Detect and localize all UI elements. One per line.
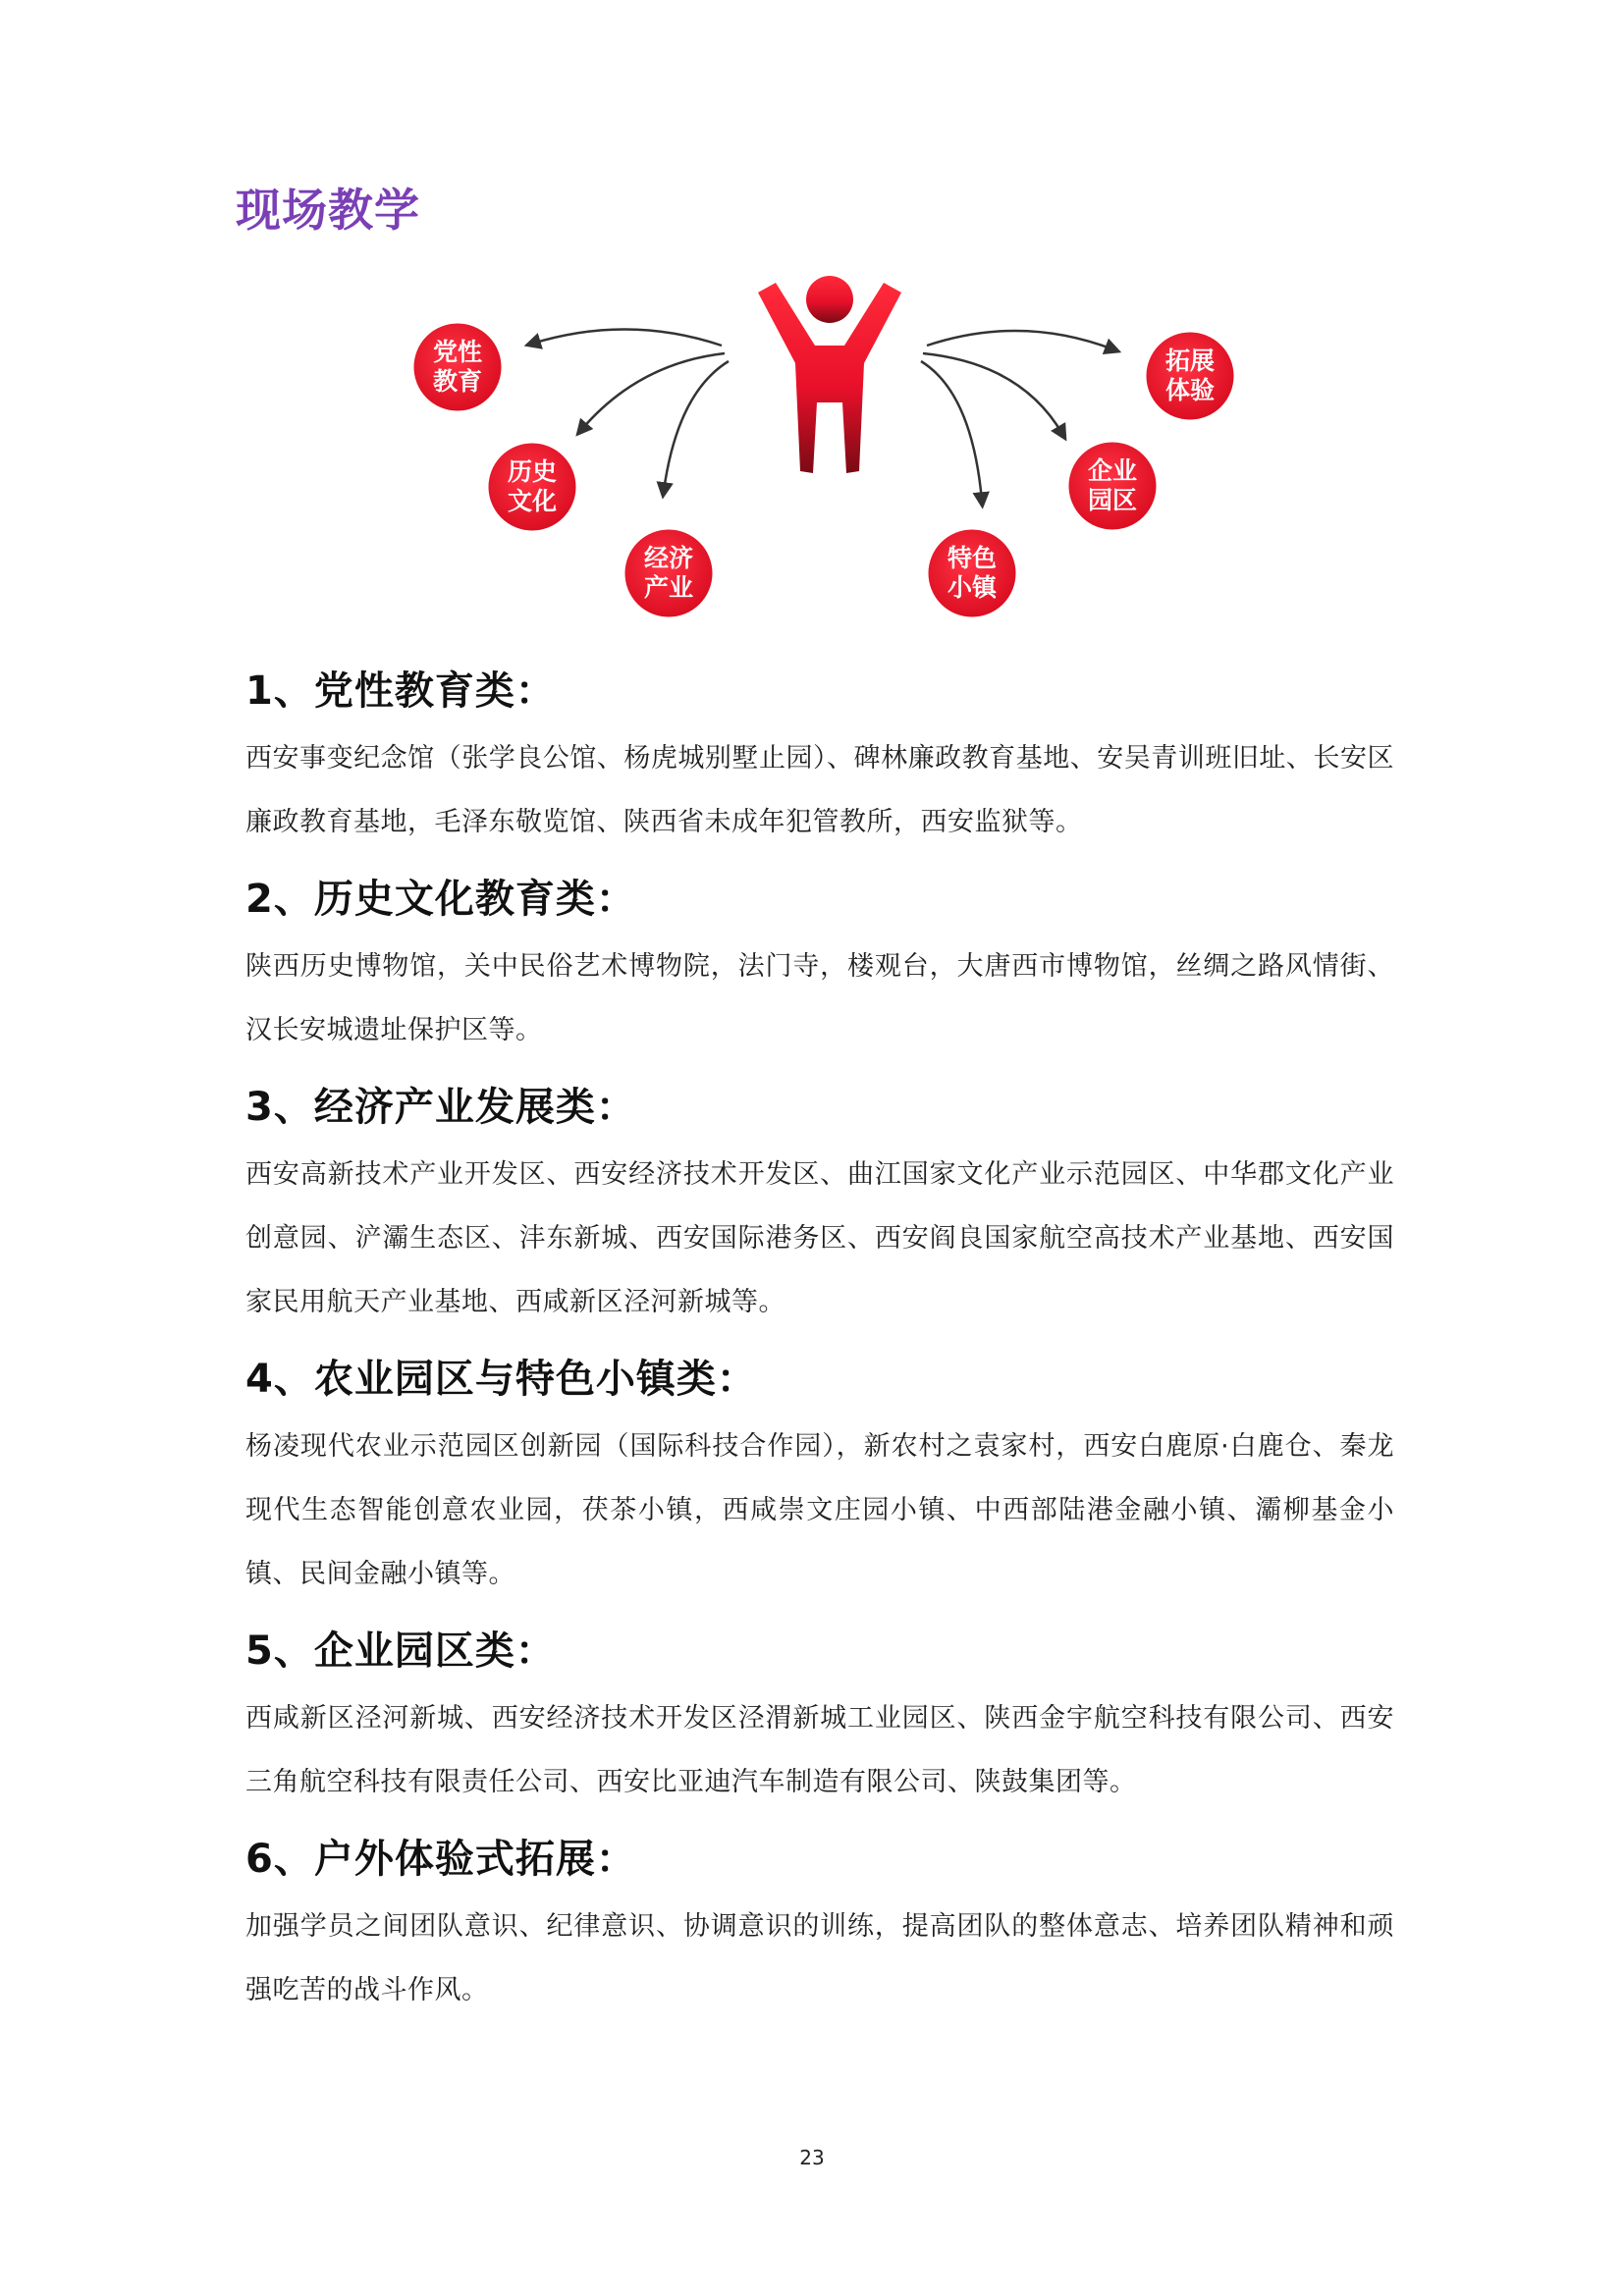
circle-town [927, 528, 1017, 618]
circle-party-line2: 教育 [432, 367, 483, 396]
circle-outdoor [1145, 331, 1235, 421]
arrow-to-party [532, 329, 722, 346]
section-body: 西安高新技术产业开发区、西安经济技术开发区、曲江国家文化产业示范园区、中华郡文化产业创意园、浐灞生态区、沣东新城、西安国际港务区、西安阎良国家航空高技术产业基地、西安国家民用航天产业基地、西咸新区泾河新城等。 [245, 1159, 1394, 1317]
circle-outdoor-line1: 拓展 [1164, 347, 1216, 375]
person-figure-icon [758, 276, 901, 473]
circle-history [487, 442, 577, 532]
circle-park [1067, 441, 1158, 531]
section-outdoor-training [245, 1828, 1394, 2022]
section-heading: 3、经济产业发展类： [245, 1085, 636, 1130]
arrow-to-park [923, 353, 1062, 434]
page-title: 现场教学 [236, 184, 420, 237]
circle-outdoor-line2: 体验 [1164, 376, 1216, 404]
field-teaching-diagram [0, 265, 1624, 638]
section-heading: 4、农业园区与特色小镇类： [245, 1357, 757, 1402]
circle-town-line2: 小镇 [947, 573, 998, 602]
circle-park-line1: 企业 [1087, 456, 1138, 485]
section-heading: 6、户外体验式拓展： [245, 1837, 636, 1882]
circle-economy-line2: 产业 [643, 573, 694, 602]
section-heading: 2、历史文化教育类： [245, 877, 636, 922]
section-heading: 5、企业园区类： [245, 1629, 556, 1674]
section-agriculture-towns [245, 1348, 1394, 1606]
circle-history-line1: 历史 [507, 457, 558, 486]
sections [245, 660, 1394, 2036]
arrow-to-economy [664, 361, 729, 491]
arrow-to-history [581, 353, 725, 430]
section-economic-industry [245, 1076, 1394, 1334]
section-heading: 1、党性教育类： [245, 668, 556, 714]
arrow-to-outdoor [927, 331, 1113, 349]
section-body: 陕西历史博物馆，关中民俗艺术博物院，法门寺，楼观台，大唐西市博物馆，丝绸之路风情街、汉长安城遗址保护区等。 [245, 951, 1394, 1045]
circle-history-line2: 文化 [507, 487, 558, 515]
circle-park-line2: 园区 [1087, 486, 1138, 514]
page-number: 23 [799, 2146, 825, 2169]
circle-party [412, 322, 503, 412]
circle-economy-line1: 经济 [643, 544, 694, 572]
section-history-culture [245, 868, 1394, 1062]
circle-town-line1: 特色 [947, 544, 998, 572]
section-party-education [245, 660, 1394, 854]
section-body: 西咸新区泾河新城、西安经济技术开发区泾渭新城工业园区、陕西金宇航空科技有限公司、西安三角航空科技有限责任公司、西安比亚迪汽车制造有限公司、陕鼓集团等。 [245, 1703, 1394, 1797]
section-enterprise-parks [245, 1620, 1394, 1814]
arrow-to-town [921, 361, 982, 501]
section-body: 加强学员之间团队意识、纪律意识、协调意识的训练，提高团队的整体意志、培养团队精神和顽强吃苦的战斗作风。 [245, 1911, 1394, 2005]
circle-economy [623, 528, 714, 618]
section-body: 杨凌现代农业示范园区创新园（国际科技合作园），新农村之袁家村，西安白鹿原·白鹿仓、秦龙现代生态智能创意农业园，茯茶小镇，西咸崇文庄园小镇、中西部陆港金融小镇、灞柳基金小镇、民间金融小镇等。 [245, 1431, 1394, 1589]
section-body: 西安事变纪念馆（张学良公馆、杨虎城别墅止园）、碑林廉政教育基地、安吴青训班旧址、长安区廉政教育基地，毛泽东敬览馆、陕西省未成年犯管教所，西安监狱等。 [245, 743, 1394, 837]
circle-party-line1: 党性 [432, 338, 483, 366]
